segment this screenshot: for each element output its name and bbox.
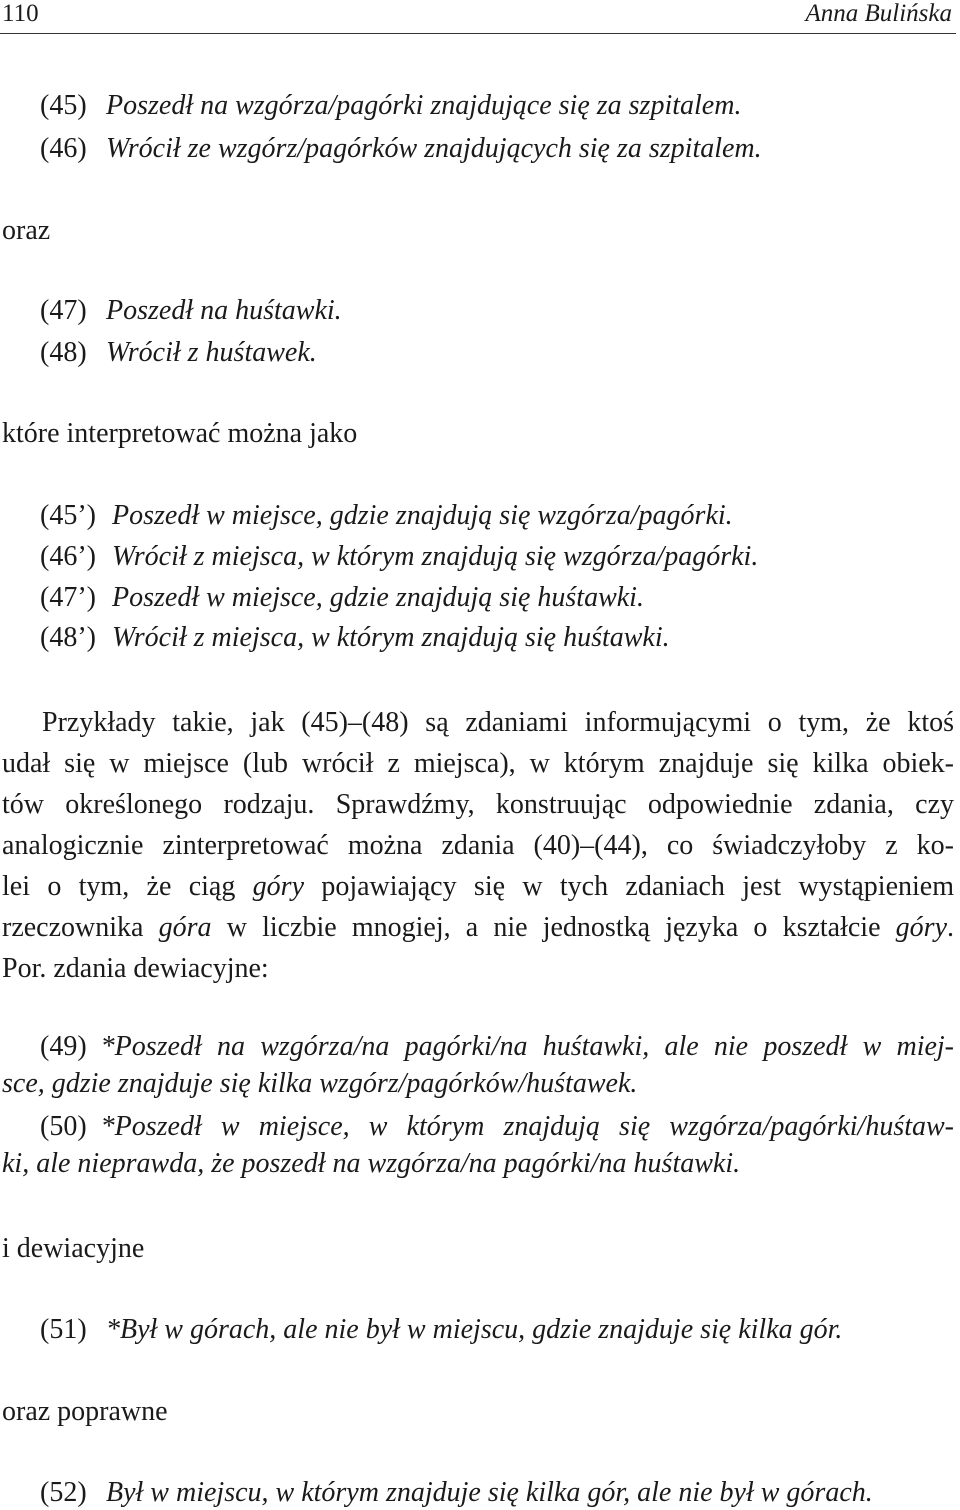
example-text: Poszedł na wzgórza/pagórki znajdujące się za szpitalem. <box>106 90 742 121</box>
example-number: (48) <box>40 337 87 368</box>
paragraph-line: Por. zdania dewiacyjne: <box>2 953 269 984</box>
example-number: (47) <box>40 295 87 326</box>
example-47-prime <box>40 582 644 614</box>
text-run: rzeczownika <box>2 912 159 943</box>
example-51 <box>40 1314 842 1346</box>
paragraph-line: Przykłady takie, jak (45)–(48) są zdaniami informującymi o tym, że ktoś <box>42 707 954 738</box>
text-run: . <box>947 912 954 943</box>
connector-text: oraz poprawne <box>2 1396 168 1427</box>
example-text: Poszedł w miejsce, gdzie znajdują się huśtawki. <box>112 582 644 613</box>
example-number: (50) <box>40 1111 87 1142</box>
example-45-prime <box>40 500 733 532</box>
body-paragraph <box>2 702 954 989</box>
example-47 <box>40 295 342 327</box>
example-number: (52) <box>40 1477 87 1508</box>
example-number: (51) <box>40 1314 87 1345</box>
example-text: Wrócił z huśtawek. <box>106 337 317 368</box>
connector-text: i dewiacyjne <box>2 1233 145 1264</box>
running-head-author: Anna Bulińska <box>805 0 952 27</box>
italic-term: góra <box>158 912 212 943</box>
example-number: (48’) <box>40 622 96 653</box>
paragraph-line: tów określonego rodzaju. Sprawdźmy, konstruując odpowiednie zdania, czy <box>2 789 954 820</box>
example-text: Wrócił z miejsca, w którym znajdują się wzgórza/pagórki. <box>112 541 759 572</box>
example-45 <box>40 90 741 122</box>
example-48-prime <box>40 622 670 654</box>
example-text: *Poszedł w miejsce, w którym znajdują się wzgórza/pagórki/huśtaw- <box>100 1111 954 1142</box>
example-line <box>2 1145 954 1182</box>
example-text: Wrócił z miejsca, w którym znajdują się huśtawki. <box>112 622 670 653</box>
example-text: Wrócił ze wzgórz/pagórków znajdujących się za szpitalem. <box>106 133 762 164</box>
example-number: (45’) <box>40 500 96 531</box>
example-number: (47’) <box>40 582 96 613</box>
example-text: *Poszedł na wzgórza/na pagórki/na huśtawki, ale nie poszedł w miej- <box>100 1031 954 1062</box>
example-text: ki, ale nieprawda, że poszedł na wzgórza/na pagórki/na huśtawki. <box>2 1148 741 1179</box>
connector-text: oraz <box>2 215 51 246</box>
example-number: (46’) <box>40 541 96 572</box>
text-run: lei o tym, że ciąg <box>2 871 253 902</box>
example-48 <box>40 337 317 369</box>
example-text: Poszedł w miejsce, gdzie znajdują się wzgórza/pagórki. <box>112 500 733 531</box>
example-line <box>2 1028 954 1065</box>
example-text: *Był w górach, ale nie był w miejscu, gdzie znajduje się kilka gór. <box>106 1314 843 1345</box>
example-46-prime <box>40 541 758 573</box>
example-text: sce, gdzie znajduje się kilka wzgórz/pagórków/huśtawek. <box>2 1068 638 1099</box>
paragraph-line <box>2 866 954 907</box>
connector-text: które interpretować można jako <box>2 418 358 449</box>
example-text: Był w miejscu, w którym znajduje się kilka gór, ale nie był w górach. <box>106 1477 873 1508</box>
page-header <box>0 0 956 34</box>
example-line <box>2 1065 954 1102</box>
paragraph-line <box>2 907 954 948</box>
text-run: pojawiający się w tych zdaniach jest wystąpieniem <box>304 871 954 902</box>
text-run: w liczbie mnogiej, a nie jednostką języka o kształcie <box>211 912 896 943</box>
example-46 <box>40 133 762 165</box>
example-49 <box>2 1028 954 1102</box>
example-number: (49) <box>40 1031 87 1062</box>
paragraph-line: analogicznie zinterpretować można zdania (40)–(44), co świadczyłoby z ko- <box>2 830 954 861</box>
italic-term: góry <box>895 912 947 943</box>
example-52 <box>40 1477 873 1509</box>
example-50 <box>2 1108 954 1182</box>
example-line <box>2 1108 954 1145</box>
example-text: Poszedł na huśtawki. <box>106 295 342 326</box>
example-number: (45) <box>40 90 87 121</box>
page-number: 110 <box>2 0 39 27</box>
italic-term: góry <box>252 871 304 902</box>
paragraph-line: udał się w miejsce (lub wrócił z miejsca), w którym znajduje się kilka obiek- <box>2 748 954 779</box>
example-number: (46) <box>40 133 87 164</box>
